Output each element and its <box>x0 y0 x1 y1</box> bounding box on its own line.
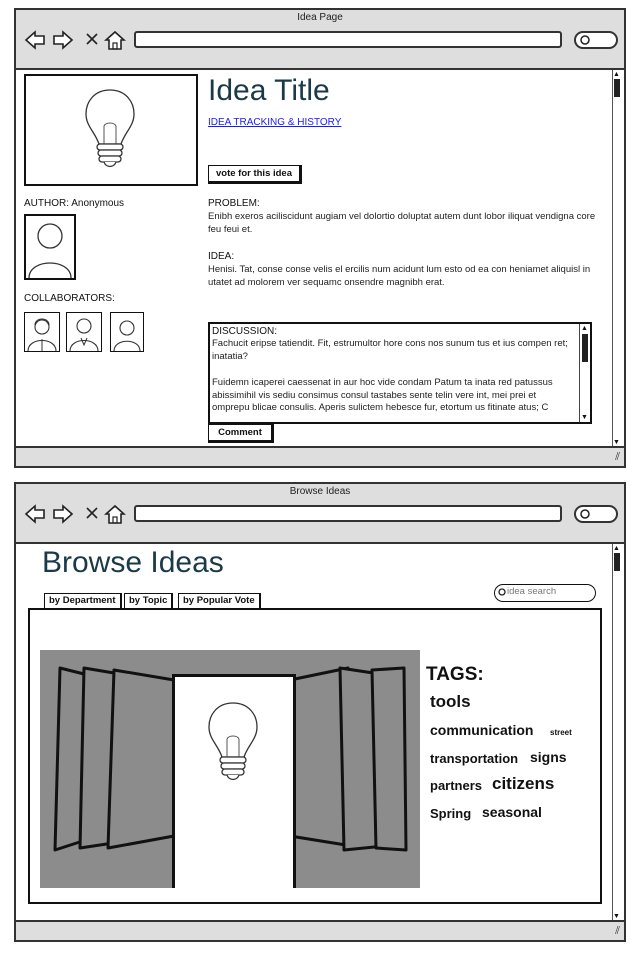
scroll-up-arrow[interactable]: ▲ <box>613 545 620 552</box>
tag-link[interactable]: seasonal <box>482 804 542 820</box>
tab-bar <box>44 593 284 609</box>
forward-icon[interactable] <box>52 30 74 50</box>
tag-link[interactable]: transportation <box>430 751 519 766</box>
discussion-text: Fuidemn icaperei caessenat in aur hoc vide condam Patum ta inata red patussus abissimihil vis sediu consimus consul tastabes sente telin vere int, mei prei et omprepu blicae consulis. Aperis sulictem hebesce fur, etortum us fitinate atus; C <box>212 377 553 413</box>
idea-search-input[interactable] <box>494 584 596 602</box>
browser-search-field[interactable] <box>574 505 618 523</box>
idea-page-window <box>14 8 626 468</box>
problem-label: PROBLEM: <box>208 198 260 209</box>
forward-icon[interactable] <box>52 504 74 524</box>
address-bar[interactable] <box>134 505 562 522</box>
tag-link[interactable]: communication <box>430 722 534 738</box>
vote-button[interactable]: vote for this idea <box>208 165 302 184</box>
author-label: AUTHOR: Anonymous <box>24 198 125 209</box>
search-placeholder: idea search <box>507 586 557 597</box>
page-scrollbar[interactable] <box>612 70 622 448</box>
person-icon <box>111 313 143 351</box>
tab-by-topic[interactable]: by Topic <box>124 593 173 608</box>
person-icon <box>25 313 59 351</box>
discussion-panel[interactable] <box>208 322 592 424</box>
comment-button[interactable]: Comment <box>208 424 274 443</box>
lightbulb-icon <box>203 699 263 787</box>
browser-search-field[interactable] <box>574 31 618 49</box>
discussion-scrollbar[interactable] <box>579 324 590 422</box>
author-avatar <box>24 214 76 280</box>
search-icon <box>579 508 591 520</box>
tab-by-department[interactable]: by Department <box>44 593 122 608</box>
scroll-thumb[interactable] <box>582 334 588 362</box>
tag-link[interactable]: street <box>550 728 572 737</box>
resize-grip-icon[interactable]: ⫽ <box>615 925 620 937</box>
status-bar <box>16 446 624 466</box>
search-icon <box>498 588 507 597</box>
featured-idea-card[interactable] <box>172 674 296 888</box>
page-scrollbar[interactable] <box>612 544 622 922</box>
idea-image <box>24 74 198 186</box>
window-title: Idea Page <box>297 12 343 23</box>
scroll-up-arrow[interactable]: ▲ <box>581 325 588 332</box>
tab-content-panel <box>28 608 602 904</box>
discussion-label: DISCUSSION: <box>212 326 278 337</box>
tab-by-popular-vote[interactable]: by Popular Vote <box>178 593 261 608</box>
person-icon <box>26 216 74 278</box>
carousel-caption: IDEA TITLE <box>200 824 268 839</box>
discussion-text: Fachucit eripse tatiendit. Fit, estrumultor hore cons nos sunum tus et ius compen ret; inatatia? <box>212 338 568 362</box>
scroll-down-arrow[interactable]: ▼ <box>613 913 620 920</box>
collaborators-label: COLLABORATORS: <box>24 293 115 304</box>
idea-title: Idea Title <box>208 74 330 107</box>
browse-ideas-window <box>14 482 626 942</box>
scroll-down-arrow[interactable]: ▼ <box>581 414 588 421</box>
tag-link[interactable]: partners <box>430 778 483 793</box>
idea-label: IDEA: <box>208 251 235 262</box>
close-icon[interactable] <box>86 507 98 519</box>
home-icon[interactable] <box>104 504 126 524</box>
collaborator-avatar[interactable] <box>24 312 60 352</box>
tag-link[interactable]: tools <box>430 692 471 711</box>
idea-tracking-link[interactable]: IDEA TRACKING & HISTORY <box>208 117 342 128</box>
scroll-thumb[interactable] <box>614 553 620 571</box>
tag-link[interactable]: Spring <box>430 806 472 821</box>
browser-titlebar <box>16 10 624 70</box>
search-icon <box>579 34 591 46</box>
browser-titlebar <box>16 484 624 544</box>
address-bar[interactable] <box>134 31 562 48</box>
person-icon <box>67 313 101 351</box>
close-icon[interactable] <box>86 33 98 45</box>
idea-carousel[interactable] <box>40 650 420 888</box>
lightbulb-icon <box>80 86 140 174</box>
collaborator-avatar[interactable] <box>66 312 102 352</box>
status-bar <box>16 920 624 940</box>
scroll-thumb[interactable] <box>614 79 620 97</box>
tag-link[interactable]: citizens <box>492 774 555 793</box>
window-title: Browse Ideas <box>289 486 351 497</box>
resize-grip-icon[interactable]: ⫽ <box>615 451 620 463</box>
back-icon[interactable] <box>24 30 46 50</box>
idea-text: Henisi. Tat, conse conse velis el ercilis num acidunt lum esto od ea con heniamet aliquisl in utatet ad molorem ver sequamc onsendre magnibh erat. <box>208 264 591 288</box>
back-icon[interactable] <box>24 504 46 524</box>
collaborator-avatar[interactable] <box>110 312 144 352</box>
page-title: Browse Ideas <box>42 546 224 579</box>
tags-label: TAGS: <box>426 664 484 685</box>
home-icon[interactable] <box>104 30 126 50</box>
scroll-down-arrow[interactable]: ▼ <box>613 439 620 446</box>
scroll-up-arrow[interactable]: ▲ <box>613 71 620 78</box>
problem-text: Enibh exeros aciliscidunt augiam vel dolortio doluptat autem dunt lobor iliquat vendigna core feu feui et. <box>208 211 596 235</box>
tag-link[interactable]: signs <box>530 749 567 765</box>
